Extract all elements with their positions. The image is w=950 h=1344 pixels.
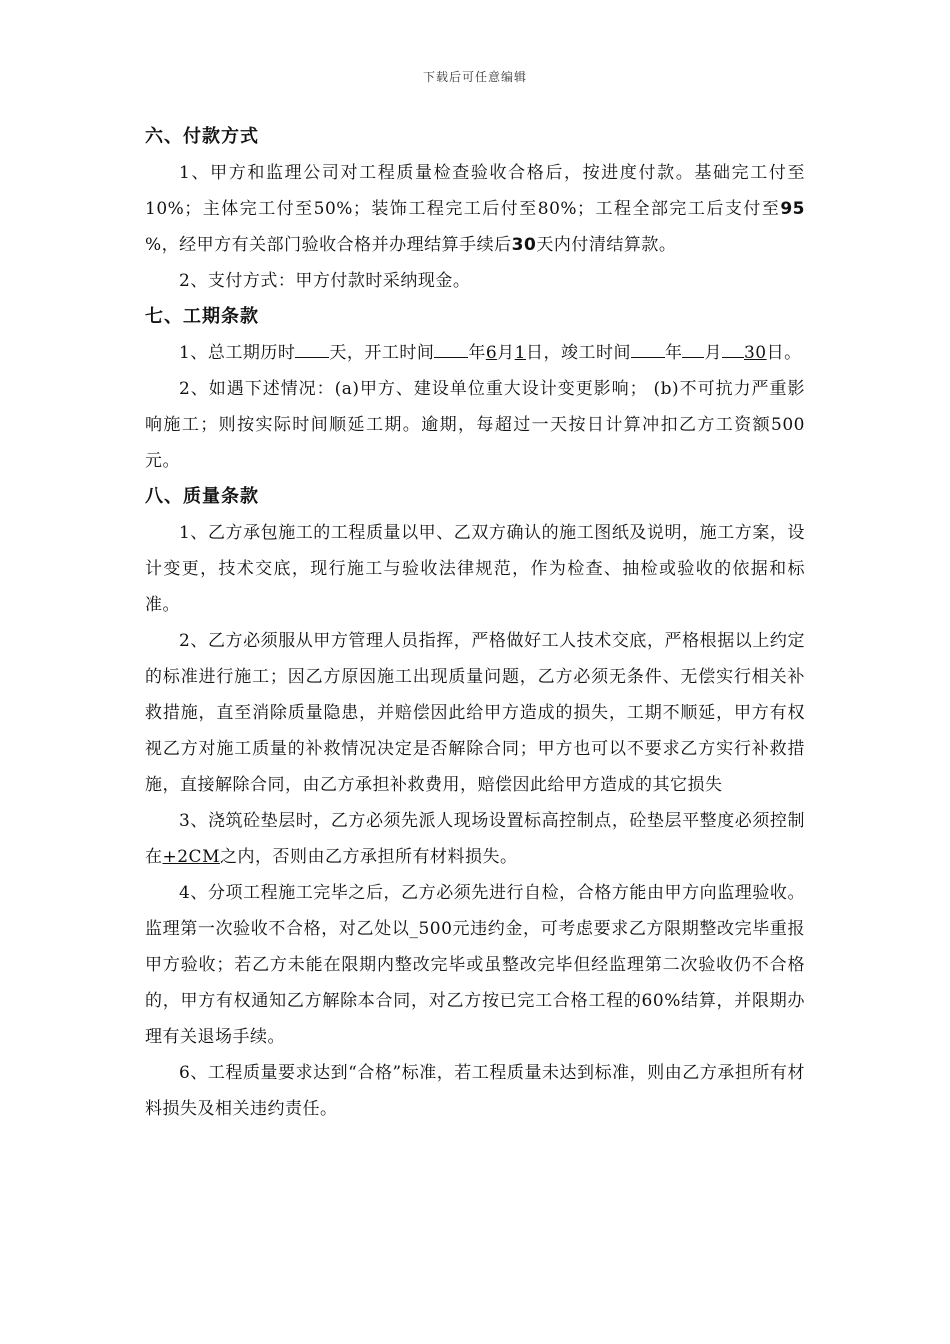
section-7-p1-text-f: 年 <box>664 343 683 363</box>
end-day-blank-lead <box>722 339 744 358</box>
section-7-p1-text-d: 月 <box>497 343 515 363</box>
section-7-p1-text-g: 月 <box>704 343 722 363</box>
section-8-p3-text-a: 3、浇筑砼垫层时，乙方必须先派人现场设置标高控制点，砼垫层平整度必须控制在 <box>145 811 805 867</box>
section-7-p1-text-b: 天，开工时间 <box>329 343 435 363</box>
section-8-paragraph-3 <box>145 803 805 875</box>
start-year-blank <box>434 339 468 358</box>
section-6-p1-text-c: 天内付清结算款。 <box>536 235 677 255</box>
total-duration-blank <box>295 339 329 358</box>
section-6-heading: 六、付款方式 <box>145 126 259 147</box>
end-month-blank <box>682 339 704 358</box>
section-7-paragraph-1 <box>145 335 805 371</box>
section-6-paragraph-2: 2、支付方式：甲方付款时采纳现金。 <box>179 271 471 291</box>
section-7-paragraph-2: 2、如遇下述情况：(a)甲方、建设单位重大设计变更影响； (b)不可抗力严重影响施工；则按实际时间顺延工期。逾期，每超过一天按日计算冲扣乙方工资额500元。 <box>145 379 805 471</box>
section-8-paragraph-2: 2、乙方必须服从甲方管理人员指挥，严格做好工人技术交底，严格根据以上约定的标准进行施工；因乙方原因施工出现质量问题，乙方必须无条件、无偿实行相关补救措施，直至消除质量隐患，并赔偿因此给甲方造成的损失，工期不顺延，甲方有权视乙方对施工质量的补救情况决定是否解除合同；甲方也可以不要求乙方实行补救措施，直接解除合同，由乙方承担补救费用，赔偿因此给甲方造成的其它损失 <box>145 631 805 795</box>
header-note: 下载后可任意编辑 <box>422 70 527 84</box>
section-6-p1-text-a: 1、甲方和监理公司对工程质量检查验收合格后，按进度付款。基础完工付至10%；主体完工付至50%；装饰工程完工后付至80%；工程全部完工后支付至 <box>145 163 805 219</box>
flatness-tolerance: +2CM <box>162 847 220 867</box>
section-7-p1-text-e: 日，竣工时间 <box>525 343 631 363</box>
section-8-heading: 八、质量条款 <box>145 486 259 507</box>
start-month: 6 <box>485 343 498 363</box>
section-8-paragraph-4: 4、分项工程施工完毕之后，乙方必须先进行自检，合格方能由甲方向监理验收。监理第一次验收不合格，对乙处以_500元违约金，可考虑要求乙方限期整改完毕重报甲方验收；若乙方未能在限期内整改完毕或虽整改完毕但经监理第二次验收仍不合格的，甲方有权通知乙方解除本合同，对乙方按已完工合格工程的60%结算，并限期办理有关退场手续。 <box>145 883 805 1047</box>
section-8-paragraph-1: 1、乙方承包施工的工程质量以甲、乙双方确认的施工图纸及说明，施工方案，设计变更，技术交底，现行施工与验收法律规范，作为检查、抽检或验收的依据和标准。 <box>145 523 805 615</box>
section-6-paragraph-1 <box>145 155 805 263</box>
section-6-p1-text-b: %，经甲方有关部门验收合格并办理结算手续后 <box>145 235 512 255</box>
section-8-paragraph-6: 6、工程质量要求达到“合格”标准，若工程质量未达到标准，则由乙方承担所有材料损失及相关违约责任。 <box>145 1063 805 1119</box>
end-day: 30 <box>743 343 767 363</box>
section-7-heading: 七、工期条款 <box>145 306 259 327</box>
section-6-p1-days: 30 <box>511 235 537 255</box>
section-8-p3-text-b: 之内，否则由乙方承担所有材料损失。 <box>219 847 518 867</box>
start-day: 1 <box>514 343 526 363</box>
section-7-p1-text-h: 日。 <box>766 343 802 363</box>
section-6-p1-percent: 95 <box>780 199 805 219</box>
document-body <box>145 119 805 1127</box>
section-7-p1-text-a: 1、总工期历时 <box>179 343 296 363</box>
section-7-p1-text-c: 年 <box>468 343 486 363</box>
end-year-blank <box>631 339 665 358</box>
